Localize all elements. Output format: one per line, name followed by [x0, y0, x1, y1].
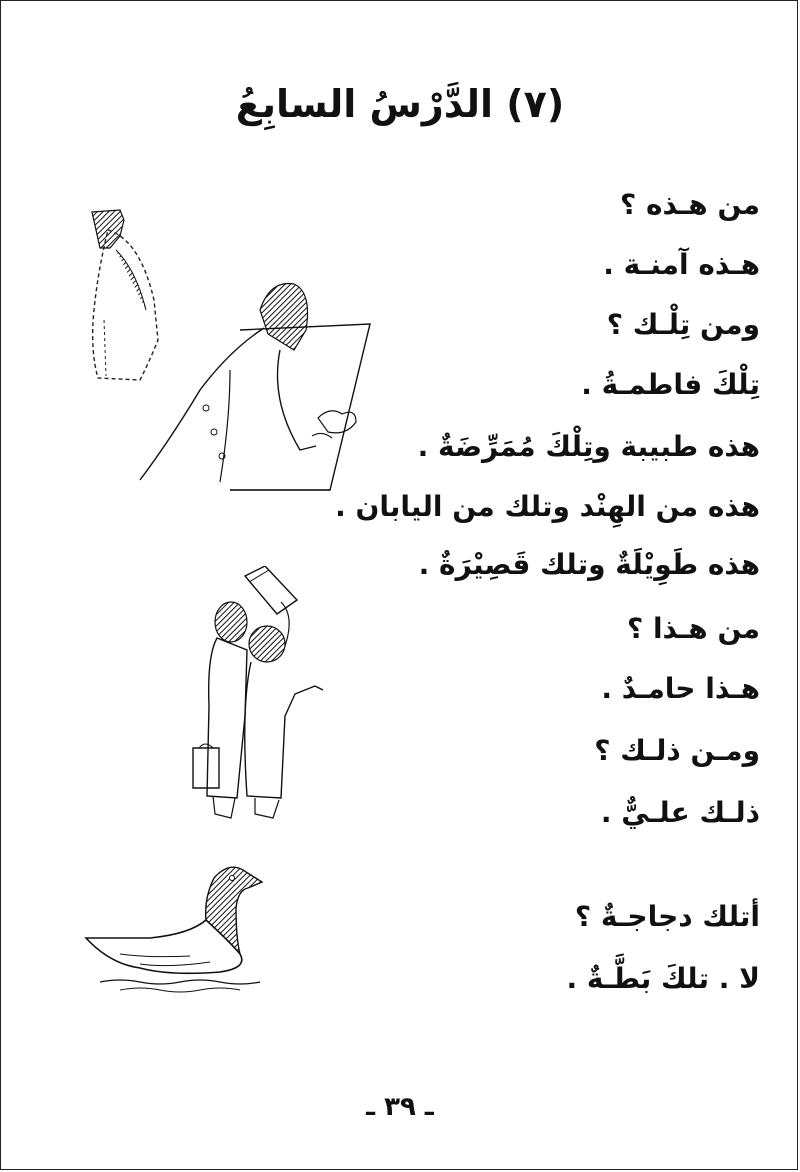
- text-line: تِلْكَ فاطمـةُ .: [581, 368, 760, 401]
- two-boys-illustration: [185, 566, 335, 826]
- text-line: أتلك دجاجـةٌ ؟: [574, 900, 760, 933]
- text-line: ومـن ذلـك ؟: [594, 734, 760, 767]
- nurse-and-doctor-illustration: [80, 200, 380, 500]
- text-line: هذه طبيبة وتِلْكَ مُمَرِّضَةٌ .: [417, 430, 760, 463]
- lesson-title: (٧) الدَّرْسُ السابِعُ: [235, 82, 565, 126]
- duck-illustration: [80, 858, 280, 1018]
- text-line: من هـذه ؟: [620, 188, 760, 221]
- text-line: ومن تِلْـك ؟: [606, 308, 760, 341]
- text-line: هذه طَوِيْلَةٌ وتلك قَصِيْرَةٌ .: [418, 548, 760, 581]
- text-line: لا . تلكَ بَطَّـةٌ .: [566, 962, 760, 995]
- text-line: ذلـك علـيٌّ .: [600, 796, 760, 829]
- text-line: هـذا حامـدٌ .: [601, 672, 760, 705]
- page-number: ـ ٣٩ ـ: [366, 1092, 434, 1122]
- text-line: هذه من الهِنْد وتلك من اليابان .: [335, 490, 760, 523]
- text-line: من هـذا ؟: [626, 612, 760, 645]
- text-line: هـذه آمنـة .: [603, 248, 760, 281]
